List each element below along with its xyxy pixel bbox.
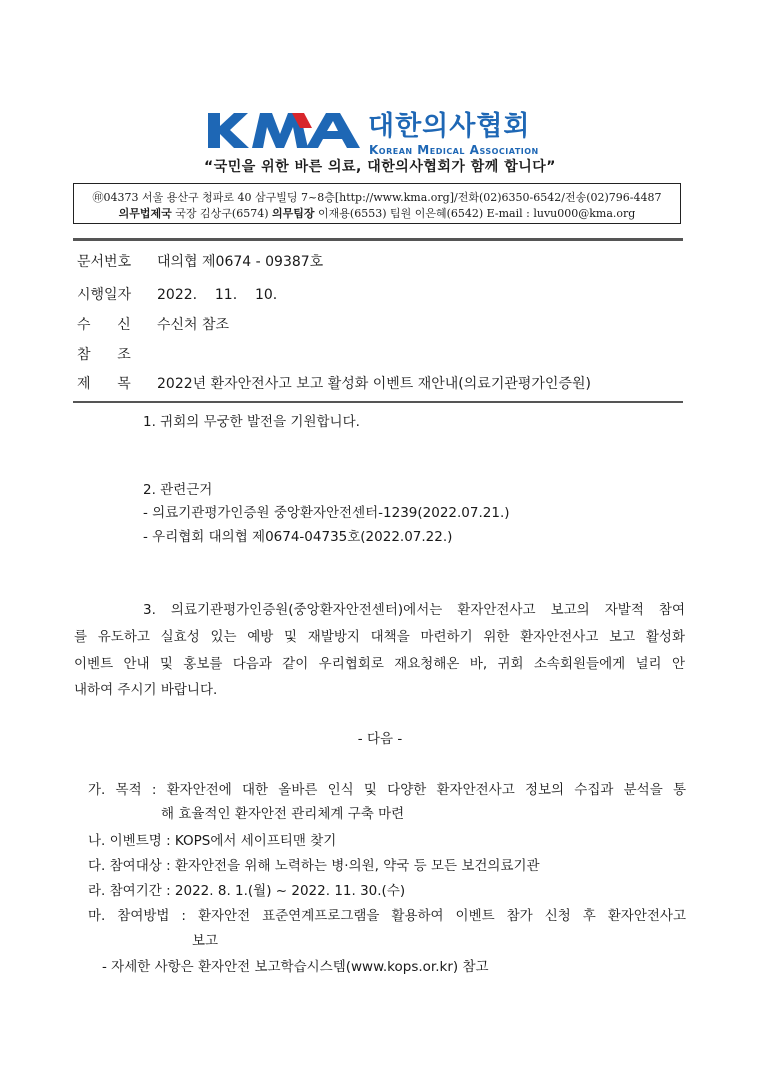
date-label: 시행일자 xyxy=(77,287,132,303)
paragraph-2-item-2: - 우리협회 대의협 제0674-04735호(2022.07.22.) xyxy=(143,529,453,545)
item-ma-line-1: 마. 참여방법 : 환자안전 표준연계프로그램을 활용하여 이벤트 참가 신청 후 환자안전사고 xyxy=(88,908,686,924)
paragraph-3-line-2: 를 유도하고 실효성 있는 예방 및 재발방지 대책을 마련하기 위한 환자안전사고 보고 활성화 xyxy=(74,629,685,645)
paragraph-2-title: 2. 관련근거 xyxy=(143,482,213,498)
team-name: 의무팀장 xyxy=(272,207,315,220)
subject-label: 제 목 xyxy=(77,376,131,392)
paragraph-3-line-4: 내하여 주시기 바랍니다. xyxy=(74,682,218,698)
next-heading: - 다음 - xyxy=(357,731,403,747)
date-value: 2022. 11. 10. xyxy=(157,287,278,303)
date-row xyxy=(77,284,277,304)
address-box xyxy=(73,183,681,224)
item-ra: 라. 참여기간 : 2022. 8. 1.(월) ~ 2022. 11. 30.(수) xyxy=(88,883,406,899)
doc-number-row xyxy=(77,251,323,271)
item-ga-line-2: 해 효율적인 환자안전 관리체계 구축 마련 xyxy=(161,806,405,822)
dept-contact: 국장 김상구(6574) xyxy=(171,207,273,220)
item-ga-line-1: 가. 목적 : 환자안전에 대한 올바른 인식 및 다양한 환자안전사고 정보의 수집과 분석을 통 xyxy=(88,782,686,798)
paragraph-3-line-1: 3. 의료기관평가인증원(중앙환자안전센터)에서는 환자안전사고 보고의 자발적 참여 xyxy=(143,602,685,618)
recipient-label: 수 신 xyxy=(77,317,131,333)
subject-row xyxy=(77,373,591,393)
reference-label: 참 조 xyxy=(77,347,131,363)
kma-logo-mark xyxy=(208,110,364,150)
logo-english-name: Korean Medical Association xyxy=(369,143,539,157)
reference-row xyxy=(77,344,157,364)
detail-note: - 자세한 사항은 환자안전 보고학습시스템(www.kops.or.kr) 참고 xyxy=(102,959,489,975)
item-ma-line-2: 보고 xyxy=(192,933,219,949)
item-na: 나. 이벤트명 : KOPS에서 세이프티맨 찾기 xyxy=(88,833,337,849)
address-line: ㊞04373 서울 용산구 청파로 40 삼구빌딩 7~8층[http://www.kma.org]/전화(02)6350-6542/전송(02)796-4487 xyxy=(92,191,662,204)
kma-logo xyxy=(208,110,568,158)
team-contact: 이재용(6553) 팀원 이은혜(6542) E-mail : luvu000@kma.org xyxy=(314,207,636,220)
doc-number: 대의협 제0674 - 09387호 xyxy=(157,254,324,270)
meta-divider xyxy=(73,401,683,403)
subject-value: 2022년 환자안전사고 보고 활성화 이벤트 재안내(의료기관평가인증원) xyxy=(157,376,591,392)
header-divider xyxy=(73,238,683,241)
recipient-row xyxy=(77,314,229,334)
doc-number-label: 문서번호 xyxy=(77,254,132,270)
contact-line xyxy=(74,205,680,221)
item-da: 다. 참여대상 : 환자안전을 위해 노력하는 병·의원, 약국 등 모든 보건의료기관 xyxy=(88,858,540,874)
paragraph-2-item-1: - 의료기관평가인증원 중앙환자안전센터-1239(2022.07.21.) xyxy=(143,505,510,521)
recipient-value: 수신처 참조 xyxy=(157,317,230,333)
dept-name: 의무법제국 xyxy=(118,207,172,220)
paragraph-3-line-3: 이벤트 안내 및 홍보를 다음과 같이 우리협회로 재요청해온 바, 귀회 소속회원들에게 널리 안 xyxy=(74,656,685,672)
logo-korean-name: 대한의사협회 xyxy=(368,111,531,142)
slogan: “국민을 위한 바른 의료, 대한의사협회가 함께 합니다” xyxy=(204,159,556,175)
paragraph-1: 1. 귀회의 무궁한 발전을 기원합니다. xyxy=(143,414,360,430)
